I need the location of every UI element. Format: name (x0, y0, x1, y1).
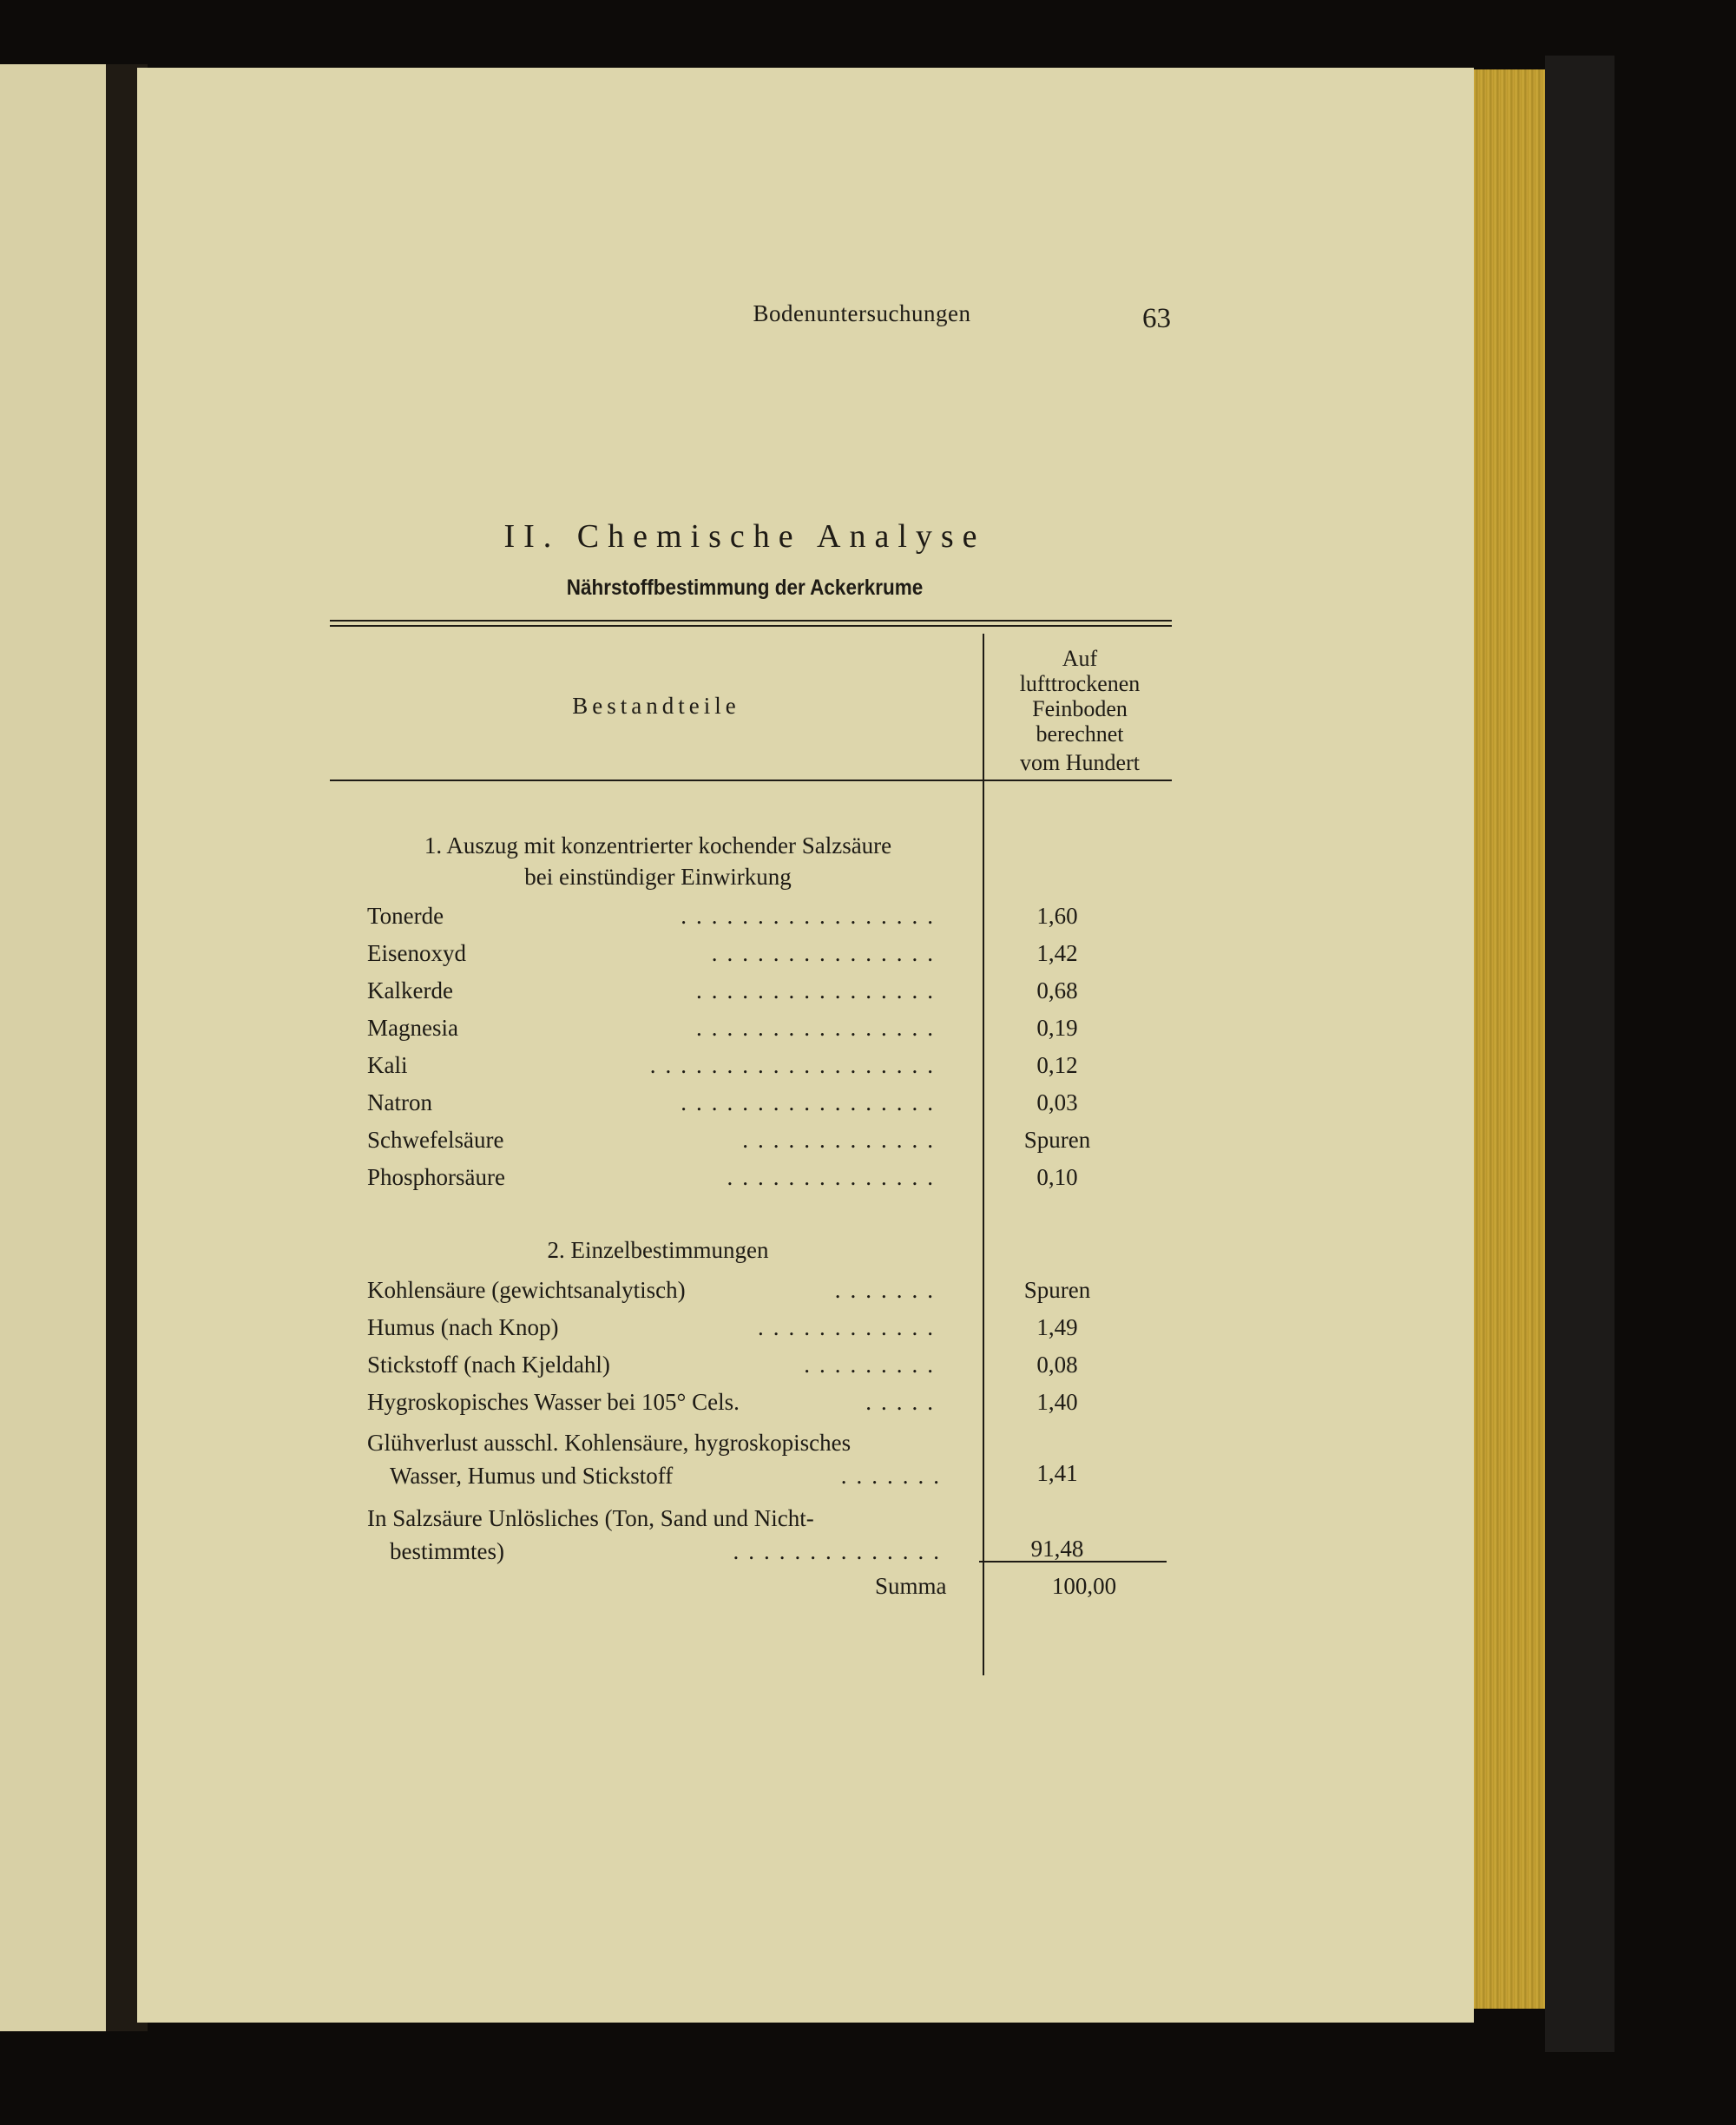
row-label-line2: Wasser, Humus und Stickstoff (390, 1463, 674, 1489)
row-label: Schwefelsäure (367, 1127, 504, 1153)
leader-dots: ..... (865, 1389, 943, 1415)
page-number: 63 (1142, 303, 1171, 334)
leader-dots: .............. (733, 1538, 949, 1564)
table-top-rule (330, 625, 1172, 627)
leader-dots: ................ (696, 977, 943, 1003)
leader-dots: ....... (834, 1277, 943, 1303)
row-label: Magnesia (367, 1015, 458, 1041)
table-row (367, 1052, 1157, 1087)
row-label: Stickstoff (nach Kjeldahl) (367, 1352, 610, 1378)
row-label: Humus (nach Knop) (367, 1314, 559, 1340)
row-value: 91,48 (1030, 1536, 1084, 1562)
row-value: 1,40 (1036, 1389, 1078, 1415)
section1-heading (372, 830, 944, 892)
row-value: Spuren (1023, 1277, 1091, 1303)
summa-label: Summa (875, 1573, 947, 1599)
section2-heading: 2. Einzelbestimmungen (547, 1237, 769, 1263)
row-label-line2: bestimmtes) (390, 1538, 504, 1564)
table-row (367, 1389, 1157, 1424)
table-row (367, 1015, 1157, 1049)
row-value: 1,41 (1036, 1460, 1078, 1486)
left-page-edge (0, 64, 109, 2031)
row-label: Kalkerde (367, 977, 453, 1003)
row-value: 1,60 (1036, 903, 1078, 929)
row-label: Natron (367, 1089, 432, 1115)
running-head: Bodenuntersuchungen (753, 300, 971, 326)
section1-heading-line: 1. Auszug mit konzentrierter kochender Salzsäure (424, 832, 892, 859)
row-label: Hygroskopisches Wasser bei 105° Cels. (367, 1389, 740, 1415)
table-row (367, 940, 1157, 975)
leader-dots: ................ (696, 1015, 943, 1041)
leader-dots: ................. (681, 903, 943, 929)
section-title: II. Chemische Analyse (503, 518, 986, 555)
table-row (367, 1352, 1157, 1386)
column-unit: vom Hundert (1020, 750, 1140, 775)
book-page (137, 68, 1474, 2023)
row-label-line: Glühverlust ausschl. Kohlensäure, hygroskopisches (367, 1430, 852, 1456)
leader-dots: ....... (840, 1463, 949, 1489)
table-row (367, 1127, 1157, 1161)
table-row (367, 977, 1157, 1012)
table-row (367, 903, 1157, 938)
summa-value: 100,00 (1051, 1573, 1117, 1599)
leader-dots: ............. (742, 1127, 943, 1153)
row-label: Tonerde (367, 903, 444, 929)
leader-dots: .............. (727, 1164, 943, 1190)
leader-dots: ............... (711, 940, 943, 966)
row-value: Spuren (1023, 1127, 1091, 1153)
page-edges (1465, 69, 1545, 2009)
column-header-line: lufttrockenen (1019, 671, 1141, 696)
row-value: 1,42 (1036, 940, 1078, 966)
header-rule (330, 780, 1172, 781)
leader-dots: ................... (649, 1052, 943, 1078)
row-value: 0,12 (1036, 1052, 1078, 1078)
leader-dots: ................. (681, 1089, 943, 1115)
row-label: Eisenoxyd (367, 940, 466, 966)
leader-dots: ............ (758, 1314, 943, 1340)
row-value: 0,03 (1036, 1089, 1078, 1115)
leader-dots: ......... (804, 1352, 943, 1378)
table-row (367, 1314, 1157, 1349)
multiline-value-cell (367, 1536, 1157, 1570)
book-cover (1545, 56, 1614, 2052)
row-label-line: In Salzsäure Unlösliches (Ton, Sand und Nicht- (367, 1505, 814, 1531)
row-value: 0,08 (1036, 1352, 1078, 1378)
table-row (367, 1277, 1157, 1312)
table-row (367, 1089, 1157, 1124)
row-value: 0,10 (1036, 1164, 1078, 1190)
row-value: 1,49 (1036, 1314, 1078, 1340)
row-label: Kali (367, 1052, 408, 1078)
row-value: 0,19 (1036, 1015, 1078, 1041)
section1-heading-line: bei einstündiger Einwirkung (524, 864, 792, 890)
table-caption: Nährstoffbestimmung der Ackerkrume (566, 576, 924, 600)
row-label: Phosphorsäure (367, 1164, 505, 1190)
column-header-line: berechnet (1036, 721, 1124, 747)
column-header-line: Auf (1062, 646, 1098, 671)
row-value: 0,68 (1036, 977, 1078, 1003)
column-header-bestandteile: Bestandteile (572, 693, 740, 719)
multiline-value-cell (367, 1460, 1157, 1495)
table-row (367, 1164, 1157, 1199)
table-top-rule (330, 620, 1172, 622)
row-label: Kohlensäure (gewichtsanalytisch) (367, 1277, 686, 1303)
column-header-basis (988, 646, 1172, 747)
column-header-line: Feinboden (1032, 696, 1128, 721)
